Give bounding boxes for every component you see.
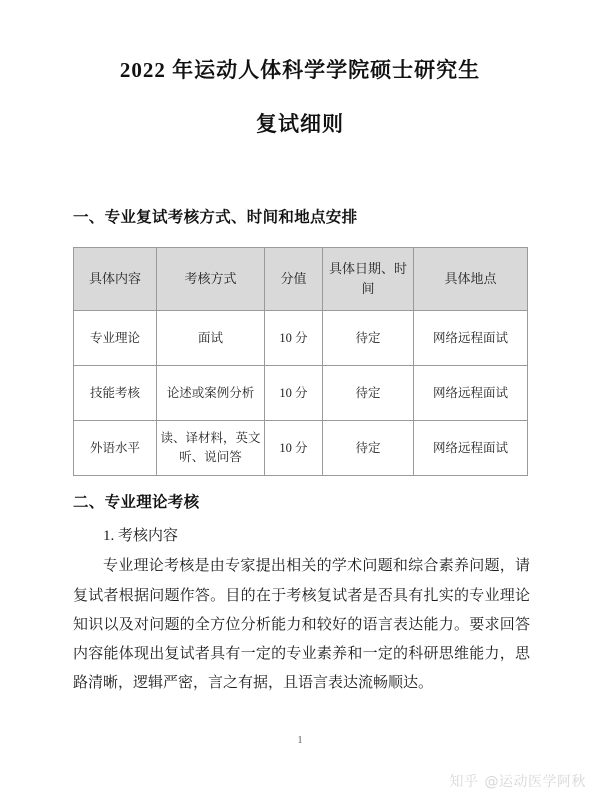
- table-header-cell-location: 具体地点: [414, 248, 528, 311]
- table-header-cell-datetime: 具体日期、时间: [323, 248, 414, 311]
- cell-content: 外语水平: [74, 421, 157, 476]
- section-heading-2: 二、专业理论考核: [73, 493, 200, 512]
- watermark: [450, 771, 587, 791]
- cell-score: 10 分: [265, 421, 323, 476]
- title-line-1: 2022 年运动人体科学学院硕士研究生: [119, 58, 481, 82]
- subsection-heading-1: 1. 考核内容: [103, 528, 179, 545]
- watermark-username: @运动医学阿秋: [484, 774, 586, 790]
- watermark-logo: 知乎: [449, 774, 479, 790]
- cell-score: 10 分: [265, 366, 323, 421]
- exam-schedule-table: [73, 247, 528, 476]
- table-row: [74, 311, 528, 366]
- cell-method: 读、译材料，英文听、说问答: [157, 421, 265, 476]
- document-title: [0, 0, 600, 137]
- page-number: 1: [297, 735, 303, 746]
- table-header-cell-content: 具体内容: [74, 248, 157, 311]
- title-line-2: 复试细则: [256, 112, 344, 137]
- cell-location: 网络远程面试: [414, 311, 528, 366]
- cell-method: 论述或案例分析: [157, 366, 265, 421]
- table-row: [74, 421, 528, 476]
- table-header-cell-method: 考核方式: [157, 248, 265, 311]
- table-header-cell-score: 分值: [265, 248, 323, 311]
- table-row: [74, 366, 528, 421]
- table-header-row: [74, 248, 528, 311]
- cell-datetime: 待定: [323, 421, 414, 476]
- cell-datetime: 待定: [323, 311, 414, 366]
- section-heading-1: 一、专业复试考核方式、时间和地点安排: [73, 208, 358, 227]
- cell-location: 网络远程面试: [414, 421, 528, 476]
- cell-location: 网络远程面试: [414, 366, 528, 421]
- cell-content: 专业理论: [74, 311, 157, 366]
- exam-schedule-table-wrapper: [73, 247, 527, 476]
- cell-datetime: 待定: [323, 366, 414, 421]
- cell-content: 技能考核: [74, 366, 157, 421]
- cell-method: 面试: [157, 311, 265, 366]
- cell-score: 10 分: [265, 311, 323, 366]
- body-paragraph: 专业理论考核是由专家提出相关的学术问题和综合素养问题，请复试者根据问题作答。目的在于考核复试者是否具有扎实的专业理论知识以及对问题的全方位分析能力和较好的语言表达能力。要求回答内容能体现出复试者具有一定的专业素养和一定的科研思维能力，思路清晰，逻辑严密，言之有据，且语言表达流畅顺达。: [73, 558, 530, 692]
